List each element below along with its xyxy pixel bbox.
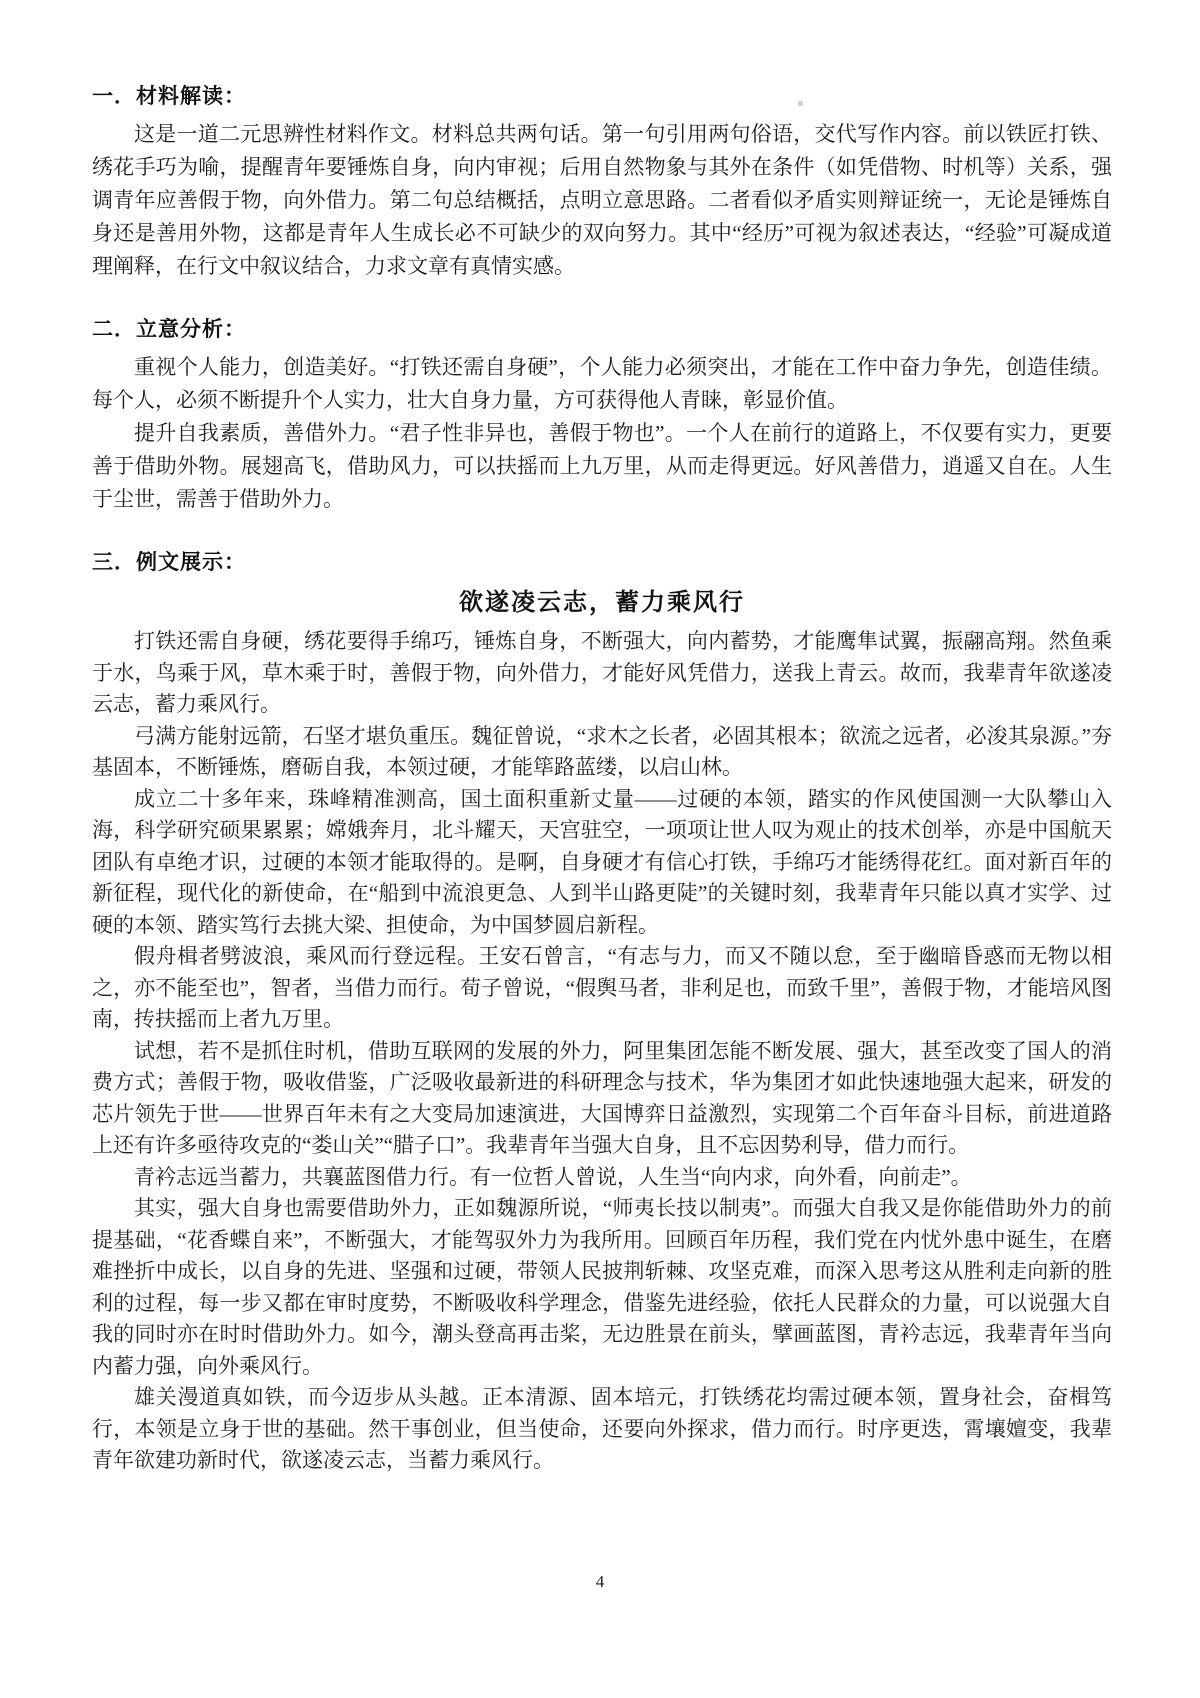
section-heading-sample-essay: 三．例文展示： — [92, 551, 246, 574]
page-number: 4 — [595, 1572, 605, 1591]
section-material-interpretation — [92, 84, 1112, 283]
essay-paragraph-3: 成立二十多年来，珠峰精准测高，国土面积重新丈量——过硬的本领，踏实的作风使国测一大队攀山入海，科学研究硕果累累；嫦娥奔月，北斗耀天，天宫驻空，一项项让世人叹为观止的技术创举，亦是中国航天团队有卓绝才识，过硬的本领才能取得的。是啊，自身硬才有信心打铁，手绵巧才能绣得花红。面对新百年的新征程，现代化的新使命，在“船到中流浪更急、人到半山路更陡”的关键时刻，我辈青年只能以真才实学、过硬的本领、踏实笃行去挑大梁、担使命，为中国梦圆启新程。 — [92, 786, 1112, 937]
theme-analysis-paragraph-1: 重视个人能力，创造美好。“打铁还需自身硬”，个人能力必须突出，才能在工作中奋力争先，创造佳绩。每个人，必须不断提升个人实力，壮大自身力量，方可获得他人青睐，彰显价值。 — [92, 355, 1112, 412]
essay-title: 欲遂凌云志，蓄力乘风行 — [459, 590, 745, 616]
section-sample-essay — [92, 550, 1112, 1477]
scan-speck-artifact — [798, 101, 803, 106]
essay-paragraph-2: 弓满方能射远箭，石坚才堪负重压。魏征曾说，“求木之长者，必固其根本；欲流之远者，必浚其泉源。”夯基固本，不断锤炼，磨砺自我，本领过硬，才能筚路蓝缕，以启山林。 — [92, 723, 1112, 779]
essay-paragraph-8: 雄关漫道真如铁，而今迈步从头越。正本清源、固本培元，打铁绣花均需过硬本领，置身社会，奋楫笃行，本领是立身于世的基础。然干事创业，但当使命，还要向外探求，借力而行。时序更迭，霄壤嬗变，我辈青年欲建功新时代，欲遂凌云志，当蓄力乘风行。 — [92, 1385, 1112, 1472]
material-interpretation-paragraph: 这是一道二元思辨性材料作文。材料总共两句话。第一句引用两句俗语，交代写作内容。前以铁匠打铁、绣花手巧为喻，提醒青年要锤炼自身，向内审视；后用自然物象与其外在条件（如凭借物、时机等）关系，强调青年应善假于物，向外借力。第二句总结概括，点明立意思路。二者看似矛盾实则辩证统一，无论是锤炼自身还是善用外物，这都是青年人生成长必不可缺少的双向努力。其中“经历”可视为叙述表达，“经验”可凝成道理阐释，在行文中叙议结合，力求文章有真情实感。 — [92, 122, 1112, 278]
section-theme-analysis — [92, 317, 1112, 516]
scan-speck-artifact — [205, 1466, 208, 1469]
section-heading-material-interpretation: 一．材料解读： — [92, 85, 246, 108]
essay-paragraph-1: 打铁还需自身硬，绣花要得手绵巧，锤炼自身，不断强大，向内蓄势，才能鹰隼试翼，振翮高翔。然鱼乘于水，鸟乘于风，草木乘于时，善假于物，向外借力，才能好风凭借力，送我上青云。故而，我辈青年欲遂凌云志，蓄力乘风行。 — [92, 629, 1112, 716]
essay-paragraph-5: 试想，若不是抓住时机，借助互联网的发展的外力，阿里集团怎能不断发展、强大，甚至改变了国人的消费方式；善假于物，吸收借鉴，广泛吸收最新进的科研理念与技术，华为集团才如此快速地强大起来，研发的芯片领先于世——世界百年未有之大变局加速演进，大国博弈日益激烈，实现第二个百年奋斗目标，前进道路上还有许多亟待攻克的“娄山关”“腊子口”。我辈青年当强大自身，且不忘因势利导，借力而行。 — [92, 1038, 1112, 1157]
essay-paragraph-6: 青衿志远当蓄力，共襄蓝图借力行。有一位哲人曾说，人生当“向内求，向外看，向前走”。 — [134, 1164, 972, 1189]
section-heading-theme-analysis: 二．立意分析： — [92, 318, 246, 341]
essay-paragraph-7: 其实，强大自身也需要借助外力，正如魏源所说，“师夷长技以制夷”。而强大自我又是你能借助外力的前提基础，“花香蝶自来”，不断强大，才能驾驭外力为我所用。回顾百年历程，我们党在内忧外患中诞生，在磨难挫折中成长，以自身的先进、坚强和过硬，带领人民披荆斩棘、攻坚克难，而深入思考这从胜利走向新的胜利的过程，每一步又都在审时度势，不断吸收科学理念，借鉴先进经验，依托人民群众的力量，可以说强大自我的同时亦在时时借助外力。如今，潮头登高再击桨，无边胜景在前头，擘画蓝图，青衿志远，我辈青年当向内蓄力强，向外乘风行。 — [92, 1196, 1112, 1378]
essay-paragraph-4: 假舟楫者劈波浪，乘风而行登远程。王安石曾言，“有志与力，而又不随以怠，至于幽暗昏惑而无物以相之，亦不能至也”，智者，当借力而行。荀子曾说，“假舆马者，非利足也，而致千里”，善假于物，才能培风图南，抟扶摇而上者九万里。 — [92, 944, 1112, 1031]
theme-analysis-paragraph-2: 提升自我素质，善借外力。“君子性非异也，善假于物也”。一个人在前行的道路上，不仅要有实力，更要善于借助外物。展翅高飞，借助风力，可以扶摇而上九万里，从而走得更远。好风善借力，逍遥又自在。人生于尘世，需善于借助外力。 — [92, 421, 1112, 511]
